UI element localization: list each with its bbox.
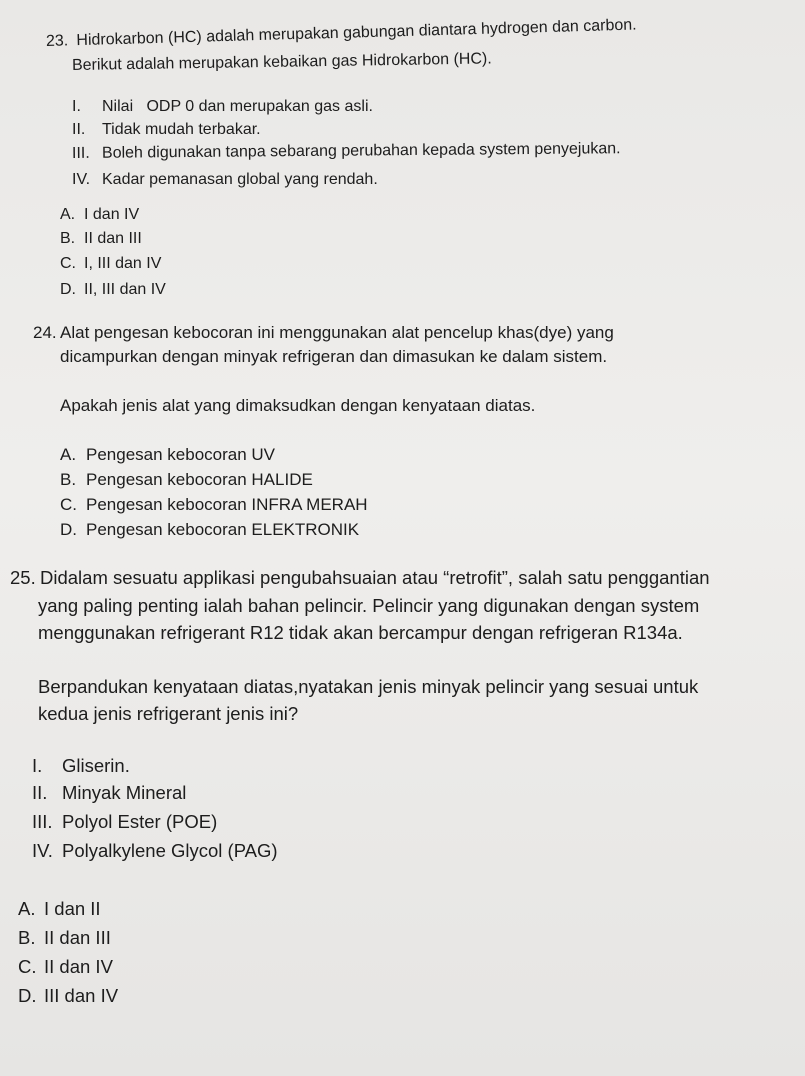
q23-stem-line1	[46, 18, 637, 50]
q23-stem-text1: Hidrokarbon (HC) adalah merupakan gabungan diantara hydrogen dan carbon.	[76, 16, 637, 50]
q24-number: 24.	[33, 323, 57, 342]
q23-option-c: C. I, III dan IV	[60, 255, 162, 272]
q25-number: 25.	[10, 567, 36, 588]
q25-statement-1: I. Gliserin.	[32, 755, 130, 776]
q23-statement-4: IV. Kadar pemanasan global yang rendah.	[72, 171, 378, 188]
q25-option-c: C. II dan IV	[18, 956, 113, 977]
q24-stem-line2: dicampurkan dengan minyak refrigeran dan dimasukan ke dalam sistem.	[60, 347, 608, 366]
q25-question-line1: Berpandukan kenyataan diatas,nyatakan jenis minyak pelincir yang sesuai untuk	[38, 676, 699, 697]
q24-option-b: B. Pengesan kebocoran HALIDE	[60, 470, 313, 489]
q25-option-d: D. III dan IV	[18, 985, 119, 1006]
q25-statement-3: III. Polyol Ester (POE)	[32, 811, 218, 832]
q23-option-d: D. II, III dan IV	[60, 281, 166, 298]
q25-option-b: B. II dan III	[18, 927, 111, 948]
q25-stem-line1: 25. Didalam sesuatu applikasi pengubahsuaian atau “retrofit”, salah satu penggantian	[10, 567, 710, 588]
q24-question: Apakah jenis alat yang dimaksudkan dengan kenyataan diatas.	[60, 396, 536, 415]
q25-stem-line2: yang paling penting ialah bahan pelincir. Pelincir yang digunakan dengan system	[38, 595, 700, 616]
q23-statement-2: II. Tidak mudah terbakar.	[72, 121, 261, 138]
q25-statement-2: II. Minyak Mineral	[32, 782, 187, 803]
q23-stem-line2: Berikut adalah merupakan kebaikan gas Hidrokarbon (HC).	[71, 50, 492, 74]
q24-option-a: A. Pengesan kebocoran UV	[60, 445, 276, 464]
q24-option-d: D. Pengesan kebocoran ELEKTRONIK	[60, 520, 360, 539]
q25-question-line2: kedua jenis refrigerant jenis ini?	[38, 703, 299, 724]
q23-statement-3: III. Boleh digunakan tanpa sebarang perubahan kepada system penyejukan.	[71, 140, 621, 162]
q23-option-b: B. II dan III	[60, 230, 142, 247]
q25-option-a: A. I dan II	[18, 898, 101, 919]
q23-option-a: A. I dan IV	[60, 206, 140, 223]
q23-statement-1: I. Nilai ODP 0 dan merupakan gas asli.	[72, 98, 373, 115]
q24-stem-line1: 24. Alat pengesan kebocoran ini menggunakan alat pencelup khas(dye) yang	[33, 323, 614, 342]
q25-stem-line3: menggunakan refrigerant R12 tidak akan bercampur dengan refrigeran R134a.	[38, 622, 683, 643]
q24-option-c: C. Pengesan kebocoran INFRA MERAH	[60, 495, 368, 514]
q23-number: 23.	[45, 32, 69, 50]
q25-statement-4: IV. Polyalkylene Glycol (PAG)	[32, 840, 278, 861]
